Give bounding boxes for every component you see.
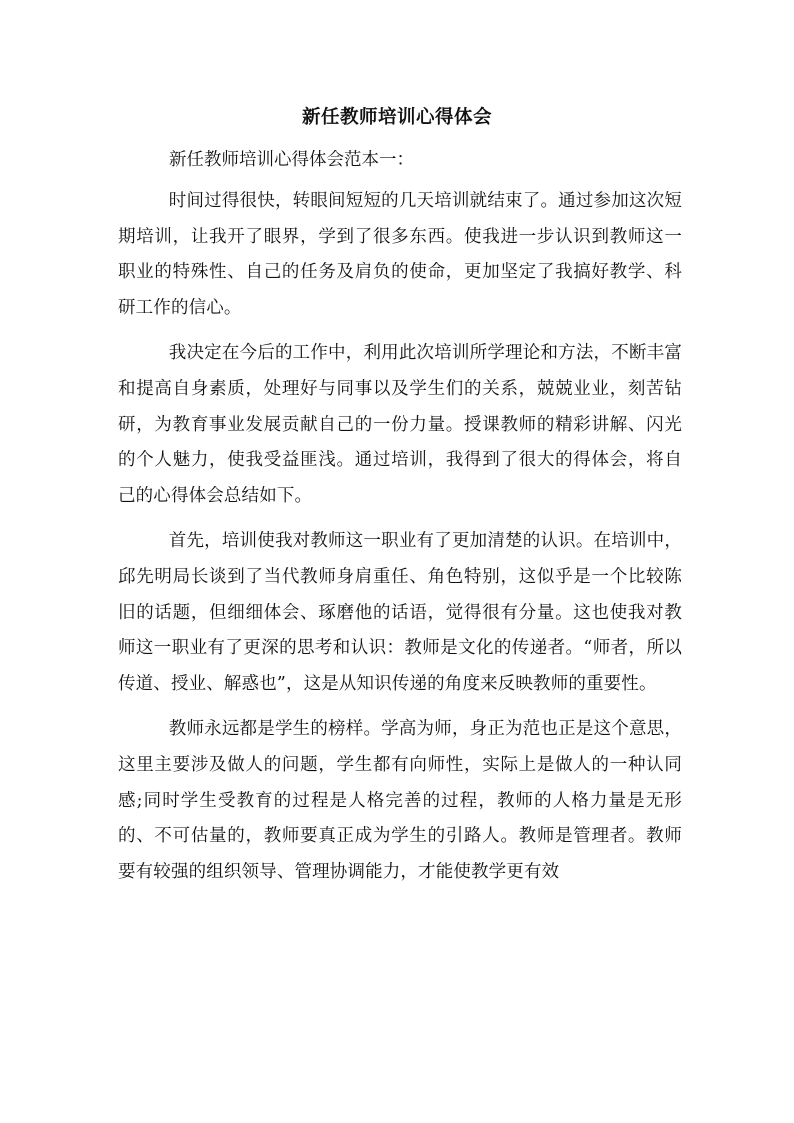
document-body [118, 184, 682, 900]
paragraph-1: 时间过得很快，转眼间短短的几天培训就结束了。通过参加这次短期培训，让我开了眼界，学到了很多东西。使我进一步认识到教师这一职业的特殊性、自己的任务及肩负的使命，更加坚定了我搞好教学、科研工作的信心。 [118, 191, 682, 318]
document-title: 新任教师培训心得体会 [301, 107, 492, 128]
paragraph-4: 教师永远都是学生的榜样。学高为师，身正为范也正是这个意思，这里主要涉及做人的问题，学生都有向师性，实际上是做人的一种认同感;同时学生受教育的过程是人格完善的过程，教师的人格力量是无形的、不可估量的，教师要真正成为学生的引路人。教师是管理者。教师要有较强的组织领导、管理协调能力，才能使教学更有效 [118, 719, 682, 882]
paragraph-3: 首先，培训使我对教师这一职业有了更加清楚的认识。在培训中，邱先明局长谈到了当代教师身肩重任、角色特别，这似乎是一个比较陈旧的话题，但细细体会、琢磨他的话语，觉得很有分量。这也使我对教师这一职业有了更深的思考和认识：教师是文化的传递者。“师者，所以传道、授业、解惑也”，这是从知识传递的角度来反映教师的重要性。 [118, 531, 682, 694]
document-subtitle: 新任教师培训心得体会范本一： [169, 150, 414, 170]
paragraph-2: 我决定在今后的工作中，利用此次培训所学理论和方法，不断丰富和提高自身素质，处理好与同事以及学生们的关系，兢兢业业，刻苦钻研，为教育事业发展贡献自己的一份力量。授课教师的精彩讲解、闪光的个人魅力，使我受益匪浅。通过培训，我得到了很大的得体会，将自己的心得体会总结如下。 [118, 343, 682, 506]
